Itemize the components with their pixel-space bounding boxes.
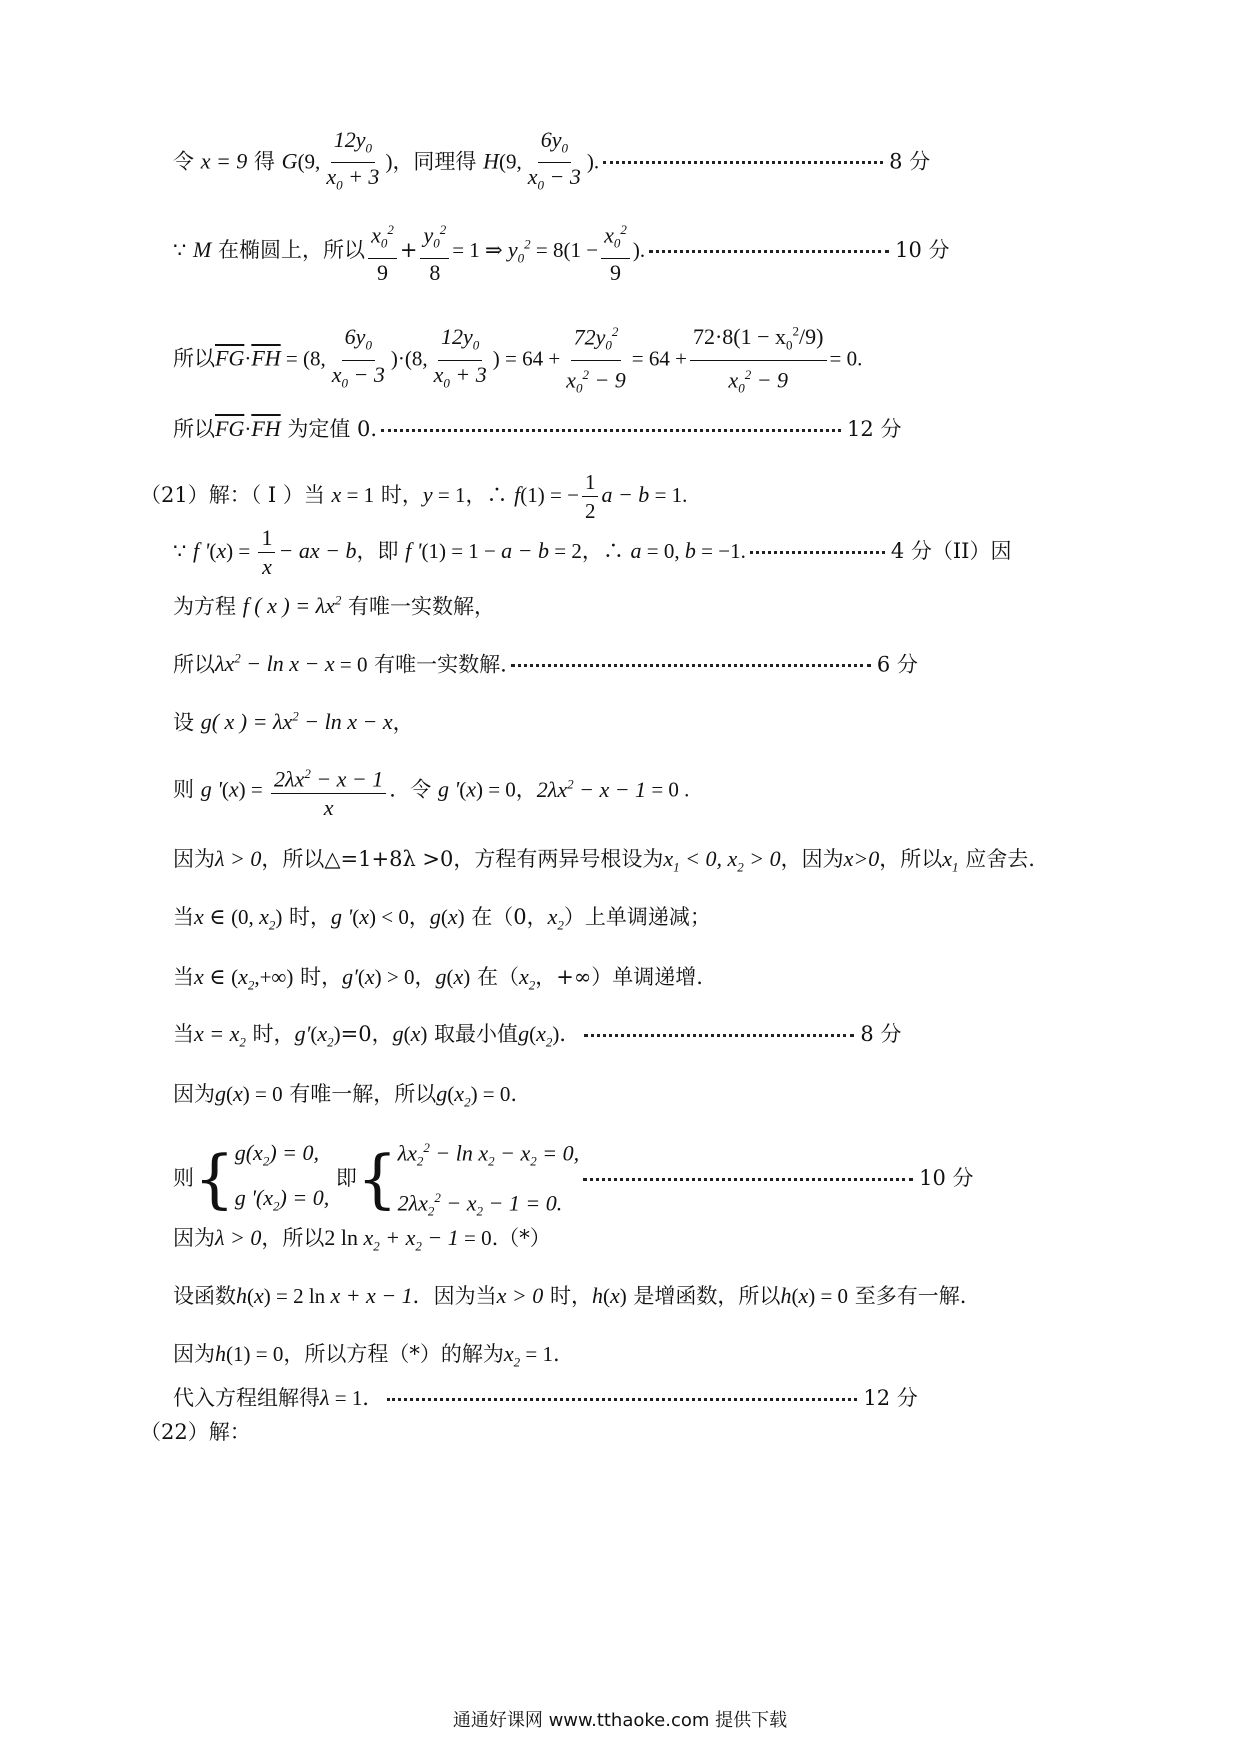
fraction: $\frac{x_0^2}{9}$ bbox=[601, 216, 630, 287]
brace-symbol: { bbox=[194, 1142, 235, 1217]
dot-leader bbox=[511, 664, 871, 667]
fraction: $\frac{6y_0}{x_0 - 3}$ bbox=[331, 324, 385, 391]
text: 代入方程组解得 bbox=[173, 1386, 320, 1410]
score-label: 8 分 bbox=[860, 1022, 902, 1046]
text: 时， bbox=[374, 483, 423, 507]
footer-source: 通通好课网 www.tthaoke.com 提供下载 bbox=[452, 1710, 788, 1731]
line-g-prime: 则 g '(x) = $\frac{2\lambda x^2 - x - 1}{x}$ ．令 g '(x) = 0，$2\lambda x^2 - x - 1 = 0$ . bbox=[173, 760, 689, 822]
fraction: $\frac{6y_0}{x_0 - 3}$ bbox=[527, 127, 581, 193]
score-label: 12 分 bbox=[847, 417, 902, 441]
dot-leader bbox=[649, 250, 889, 253]
text: 当 bbox=[173, 905, 194, 929]
line-equation: 所以$\lambda x^2 - \ln x - x = 0$ 有唯一实数解. 6 分 bbox=[173, 651, 918, 677]
text: 因为 bbox=[173, 1342, 215, 1366]
text: 是增函数，所以 bbox=[626, 1284, 781, 1308]
text: 有唯一实数解， bbox=[341, 594, 496, 619]
question-label: （22）解： bbox=[140, 1420, 251, 1444]
text: ，即 bbox=[356, 539, 406, 563]
line-point-g-h: 令 x = 9 得 G(9, $\frac{12y_0}{x_0 + 3}$ )，同理得 H(9, $\frac{6y_0}{x_0 - 3}$ ). 8 分 bbox=[173, 126, 930, 200]
text: 所以 bbox=[173, 652, 215, 677]
text: ，∴ bbox=[465, 483, 515, 507]
text: ，+∞）单调递增. bbox=[535, 965, 703, 989]
text: 则 bbox=[173, 777, 201, 802]
text: ， bbox=[408, 905, 430, 929]
line-define-h: 设函数h(x) = 2 ln x + x − 1．因为当x > 0 时，h(x) 是增函数，所以h(x) = 0 至多有一解. bbox=[173, 1283, 967, 1308]
text: 为定值 0. bbox=[280, 417, 378, 441]
line-derivative: ∵ f '(x) = $\frac{1}{x}$ − ax − b，即 f '(1) = 1 − a − b = 2，∴ a = 0, b = −1. 4 分（II）因 bbox=[173, 525, 1012, 579]
text: 当 bbox=[173, 965, 194, 989]
text: 则 bbox=[173, 1166, 194, 1191]
formula: G bbox=[281, 148, 298, 174]
text: ）上单调递减； bbox=[563, 905, 711, 929]
text: 时， bbox=[543, 1284, 592, 1308]
line-unique-root: 为方程 f ( x ) = $\lambda x^2$ 有唯一实数解， bbox=[173, 593, 496, 619]
text: ∵ bbox=[173, 237, 194, 262]
line-star-equation: 因为λ > 0，所以2 $\ln x_2 + x_2 - 1 = 0.(*)$ bbox=[173, 1225, 551, 1254]
text: ∵ bbox=[173, 539, 194, 563]
dot-leader bbox=[381, 429, 841, 432]
text: 在（0， bbox=[464, 905, 548, 929]
text: . bbox=[552, 1342, 560, 1366]
brace-symbol: { bbox=[356, 1142, 398, 1217]
fraction: $\frac{12y_0}{x_0 + 3}$ bbox=[433, 324, 487, 391]
text: ， bbox=[515, 777, 537, 802]
text: 取最小值 bbox=[427, 1022, 519, 1046]
text: ． bbox=[559, 1022, 581, 1046]
text: 为方程 bbox=[173, 594, 243, 619]
text: ，所以 bbox=[261, 1226, 325, 1250]
dot-leader bbox=[387, 1398, 857, 1401]
text: 应舍去. bbox=[958, 847, 1035, 871]
question-label: （21）解：（ I ）当 bbox=[140, 483, 332, 507]
text: =0， bbox=[340, 1022, 393, 1046]
text: ，因为 bbox=[780, 847, 844, 871]
text: 在椭圆上，所以 bbox=[211, 237, 366, 262]
equation-system: $\lambda x_2^2 - \ln x_2 - x_2 = 0$, $2\lambda x_2^2 - x_2 - 1 = 0$. bbox=[397, 1140, 580, 1219]
dot-leader bbox=[750, 551, 885, 554]
line-roots: 因为λ > 0，所以△=1+8λ >0，方程有两异号根设为$x_1 < 0$, $x_2 > 0$，因为x>0，所以$x_1$ 应舍去. bbox=[173, 846, 1035, 875]
text: 即 bbox=[329, 1166, 357, 1191]
text: 因为 bbox=[173, 1082, 215, 1106]
text: 时， bbox=[293, 965, 343, 989]
text: 因为 bbox=[173, 1226, 215, 1250]
text: ． bbox=[362, 1386, 384, 1410]
line-increasing: 当x ∈ $(x_2,+\infty)$ 时，g′(x) > 0，g(x) 在（$x_2$，+∞）单调递增. bbox=[173, 964, 703, 993]
line-dot-product: 所以$\overline{FG}\cdot\overline{FH} = (8$, $\frac{6y_0}{x_0 - 3}$ )·(8, $\frac{12y_0}{x_0 + 3}$ ) = 64 + $\frac{72y_0^2}{x_0^2 - 9}$ = 64 + $\frac{72\cdot 8(1 - x_0^2/9)}{x_0^2 - 9}$ = 0. bbox=[173, 318, 862, 402]
dot-leader bbox=[584, 1034, 854, 1037]
text: 因为 bbox=[173, 847, 215, 871]
line-minimum: 当$x = x_2$ 时，$g'(x_2)=0$，g(x) 取最小值$g(x_2)$． 8 分 bbox=[173, 1021, 902, 1050]
text: 在（ bbox=[470, 965, 519, 989]
text: 所以 bbox=[173, 417, 215, 441]
fraction: $\frac{72\cdot 8(1 - x_0^2/9)}{x_0^2 - 9}$ bbox=[690, 318, 827, 402]
formula: x = 9 bbox=[200, 148, 248, 174]
score-label: 4 分（II）因 bbox=[890, 539, 1012, 563]
dot-leader bbox=[603, 161, 883, 164]
score-label: 6 分 bbox=[876, 652, 918, 677]
fraction: $\frac{1}{2}$ bbox=[582, 468, 599, 525]
score-label: 12 分 bbox=[863, 1386, 918, 1410]
text: ，所以△=1+8λ >0，方程有两异号根设为 bbox=[261, 847, 664, 871]
text: ，所以方程（*）的解为 bbox=[283, 1342, 504, 1366]
text: 设 bbox=[173, 710, 201, 735]
text: 有唯一实数解. bbox=[367, 652, 507, 677]
line-lambda: 代入方程组解得λ = 1． 12 分 bbox=[173, 1385, 918, 1410]
fraction: $\frac{2\lambda x^2 - x - 1}{x}$ bbox=[271, 760, 386, 822]
line-ellipse: ∵ M 在椭圆上，所以 $\frac{x_0^2}{9}$ + $\frac{y_0^2}{8}$ = 1 ⇒ $y_0^2 = 8(1$ − $\frac{x_0^2}{9}$ ). 10 分 bbox=[173, 216, 950, 287]
line-define-g: 设 g( x ) = $\lambda x^2 - \ln x - x$， bbox=[173, 709, 414, 735]
fraction: $\frac{1}{x}$ bbox=[258, 524, 275, 581]
line-q21-part1: （21）解：（ I ）当 x = 1 时，y = 1，∴ f(1) = − $\frac{1}{2}$ a − b = 1. bbox=[140, 470, 688, 523]
text: ，所以 bbox=[879, 847, 943, 871]
line-decreasing: 当x ∈ (0, $x_2$) 时，g '(x) < 0，g(x) 在（0，$x_2$）上单调递减； bbox=[173, 904, 711, 933]
text: 得 bbox=[247, 149, 282, 174]
text: 令 bbox=[173, 149, 201, 174]
line-constant: 所以$\overline{FG}\cdot\overline{FH}$ 为定值 0. 12 分 bbox=[173, 416, 902, 441]
text: 时， bbox=[282, 905, 332, 929]
text: .（*） bbox=[491, 1226, 551, 1250]
line-q22 bbox=[140, 1418, 251, 1446]
fraction: $\frac{72y_0^2}{x_0^2 - 9}$ bbox=[563, 318, 629, 402]
score-label: 8 分 bbox=[889, 149, 931, 174]
text: 所以 bbox=[173, 346, 215, 371]
line-g-zero: 因为g(x) = 0 有唯一解，所以$g(x_2) = 0$. bbox=[173, 1081, 518, 1110]
text: ， bbox=[414, 965, 436, 989]
text: ．令 bbox=[389, 777, 438, 802]
fraction: $\frac{x_0^2}{9}$ bbox=[368, 216, 397, 287]
text: ，∴ bbox=[581, 539, 631, 563]
dot-leader bbox=[583, 1178, 913, 1181]
text: 至多有一解. bbox=[848, 1284, 967, 1308]
text: 有唯一解，所以 bbox=[282, 1082, 437, 1106]
fraction: $\frac{12y_0}{x_0 + 3}$ bbox=[326, 127, 380, 193]
equation-system: $g(x_2) = 0$, g '$(x_2) = 0$, bbox=[234, 1140, 330, 1214]
fraction: $\frac{y_0^2}{8}$ bbox=[420, 216, 449, 287]
text: 当 bbox=[173, 1022, 194, 1046]
line-solution: 因为h(1) = 0，所以方程（*）的解为$x_2 = 1$. bbox=[173, 1341, 560, 1370]
score-label: 10 分 bbox=[919, 1166, 974, 1191]
text: ．因为当 bbox=[412, 1284, 497, 1308]
text: 设函数 bbox=[173, 1284, 236, 1308]
score-label: 10 分 bbox=[895, 237, 950, 262]
line-system bbox=[173, 1130, 974, 1229]
text: 时， bbox=[245, 1022, 295, 1046]
text: . bbox=[510, 1082, 518, 1106]
text: ，同理得 bbox=[392, 149, 484, 174]
